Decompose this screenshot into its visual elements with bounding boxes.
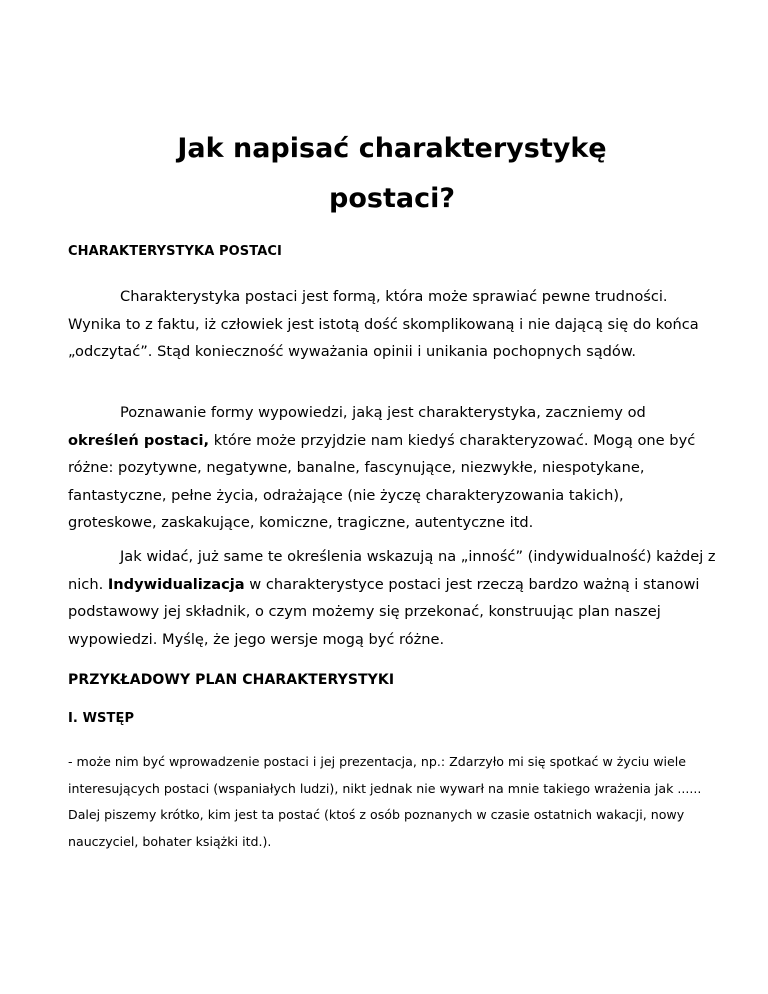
document-page — [68, 0, 716, 849]
paragraph-3 — [68, 543, 716, 653]
paragraph-2-bold: określeń postaci, — [68, 431, 210, 449]
paragraph-2 — [68, 399, 716, 537]
title-line-1: Jak napisać charakterystykę — [177, 133, 607, 164]
document-title — [68, 124, 716, 224]
paragraph-1: Charakterystyka postaci jest formą, która może sprawiać pewne trudności. Wynika to z faktu, iż człowiek jest istotą dość skomplikowaną i nie dającą się do końca „odczytać”. Stąd konieczność wyważania opinii i unikania pochopnych sądów. — [68, 288, 699, 360]
section-heading-plan: PRZYKŁADOWY PLAN CHARAKTERYSTYKI — [68, 672, 395, 688]
title-line-2: postaci? — [329, 183, 455, 214]
paragraph-2-start: Poznawanie formy wypowiedzi, jaką jest charakterystyka, zaczniemy od — [120, 404, 646, 421]
section-heading-charakterystyka: CHARAKTERYSTYKA POSTACI — [68, 244, 282, 259]
section-heading-wstep: I. WSTĘP — [68, 711, 135, 726]
paragraph-3-start: Jak widać, już same te określenia wskazują na „inność” (indywidualność) każdej z nich. — [68, 548, 716, 593]
intro-text: - może nim być wprowadzenie postaci i jej prezentacja, np.: Zdarzyło mi się spotkać w życiu wiele interesujących postaci (wspaniałych ludzi), nikt jednak nie wywarł na mnie takiego wrażenia jak ...... Dalej piszemy krótko, kim jest ta postać (ktoś z osób poznanych w czasie ostatnich wakacji, nowy nauczyciel, bohater książki itd.). — [68, 754, 702, 849]
paragraph-3-bold: Indywidualizacja — [107, 575, 245, 593]
paragraph-2-end: które może przyjdzie nam kiedyś charakteryzować. Mogą one być różne: pozytywne, negatywne, banalne, fascynujące, niezwykłe, niespotykane, fantastyczne, pełne życia, odrażające (nie życzę charakteryzowania takich), groteskowe, zaskakujące, komiczne, tragiczne, autentyczne itd. — [68, 431, 696, 531]
paragraph-3-end: w charakterystyce postaci jest rzeczą bardzo ważną i stanowi podstawowy jej składnik, o czym możemy się przekonać, konstruując plan naszej wypowiedzi. Myślę, że jego wersje mogą być różne. — [68, 575, 700, 648]
